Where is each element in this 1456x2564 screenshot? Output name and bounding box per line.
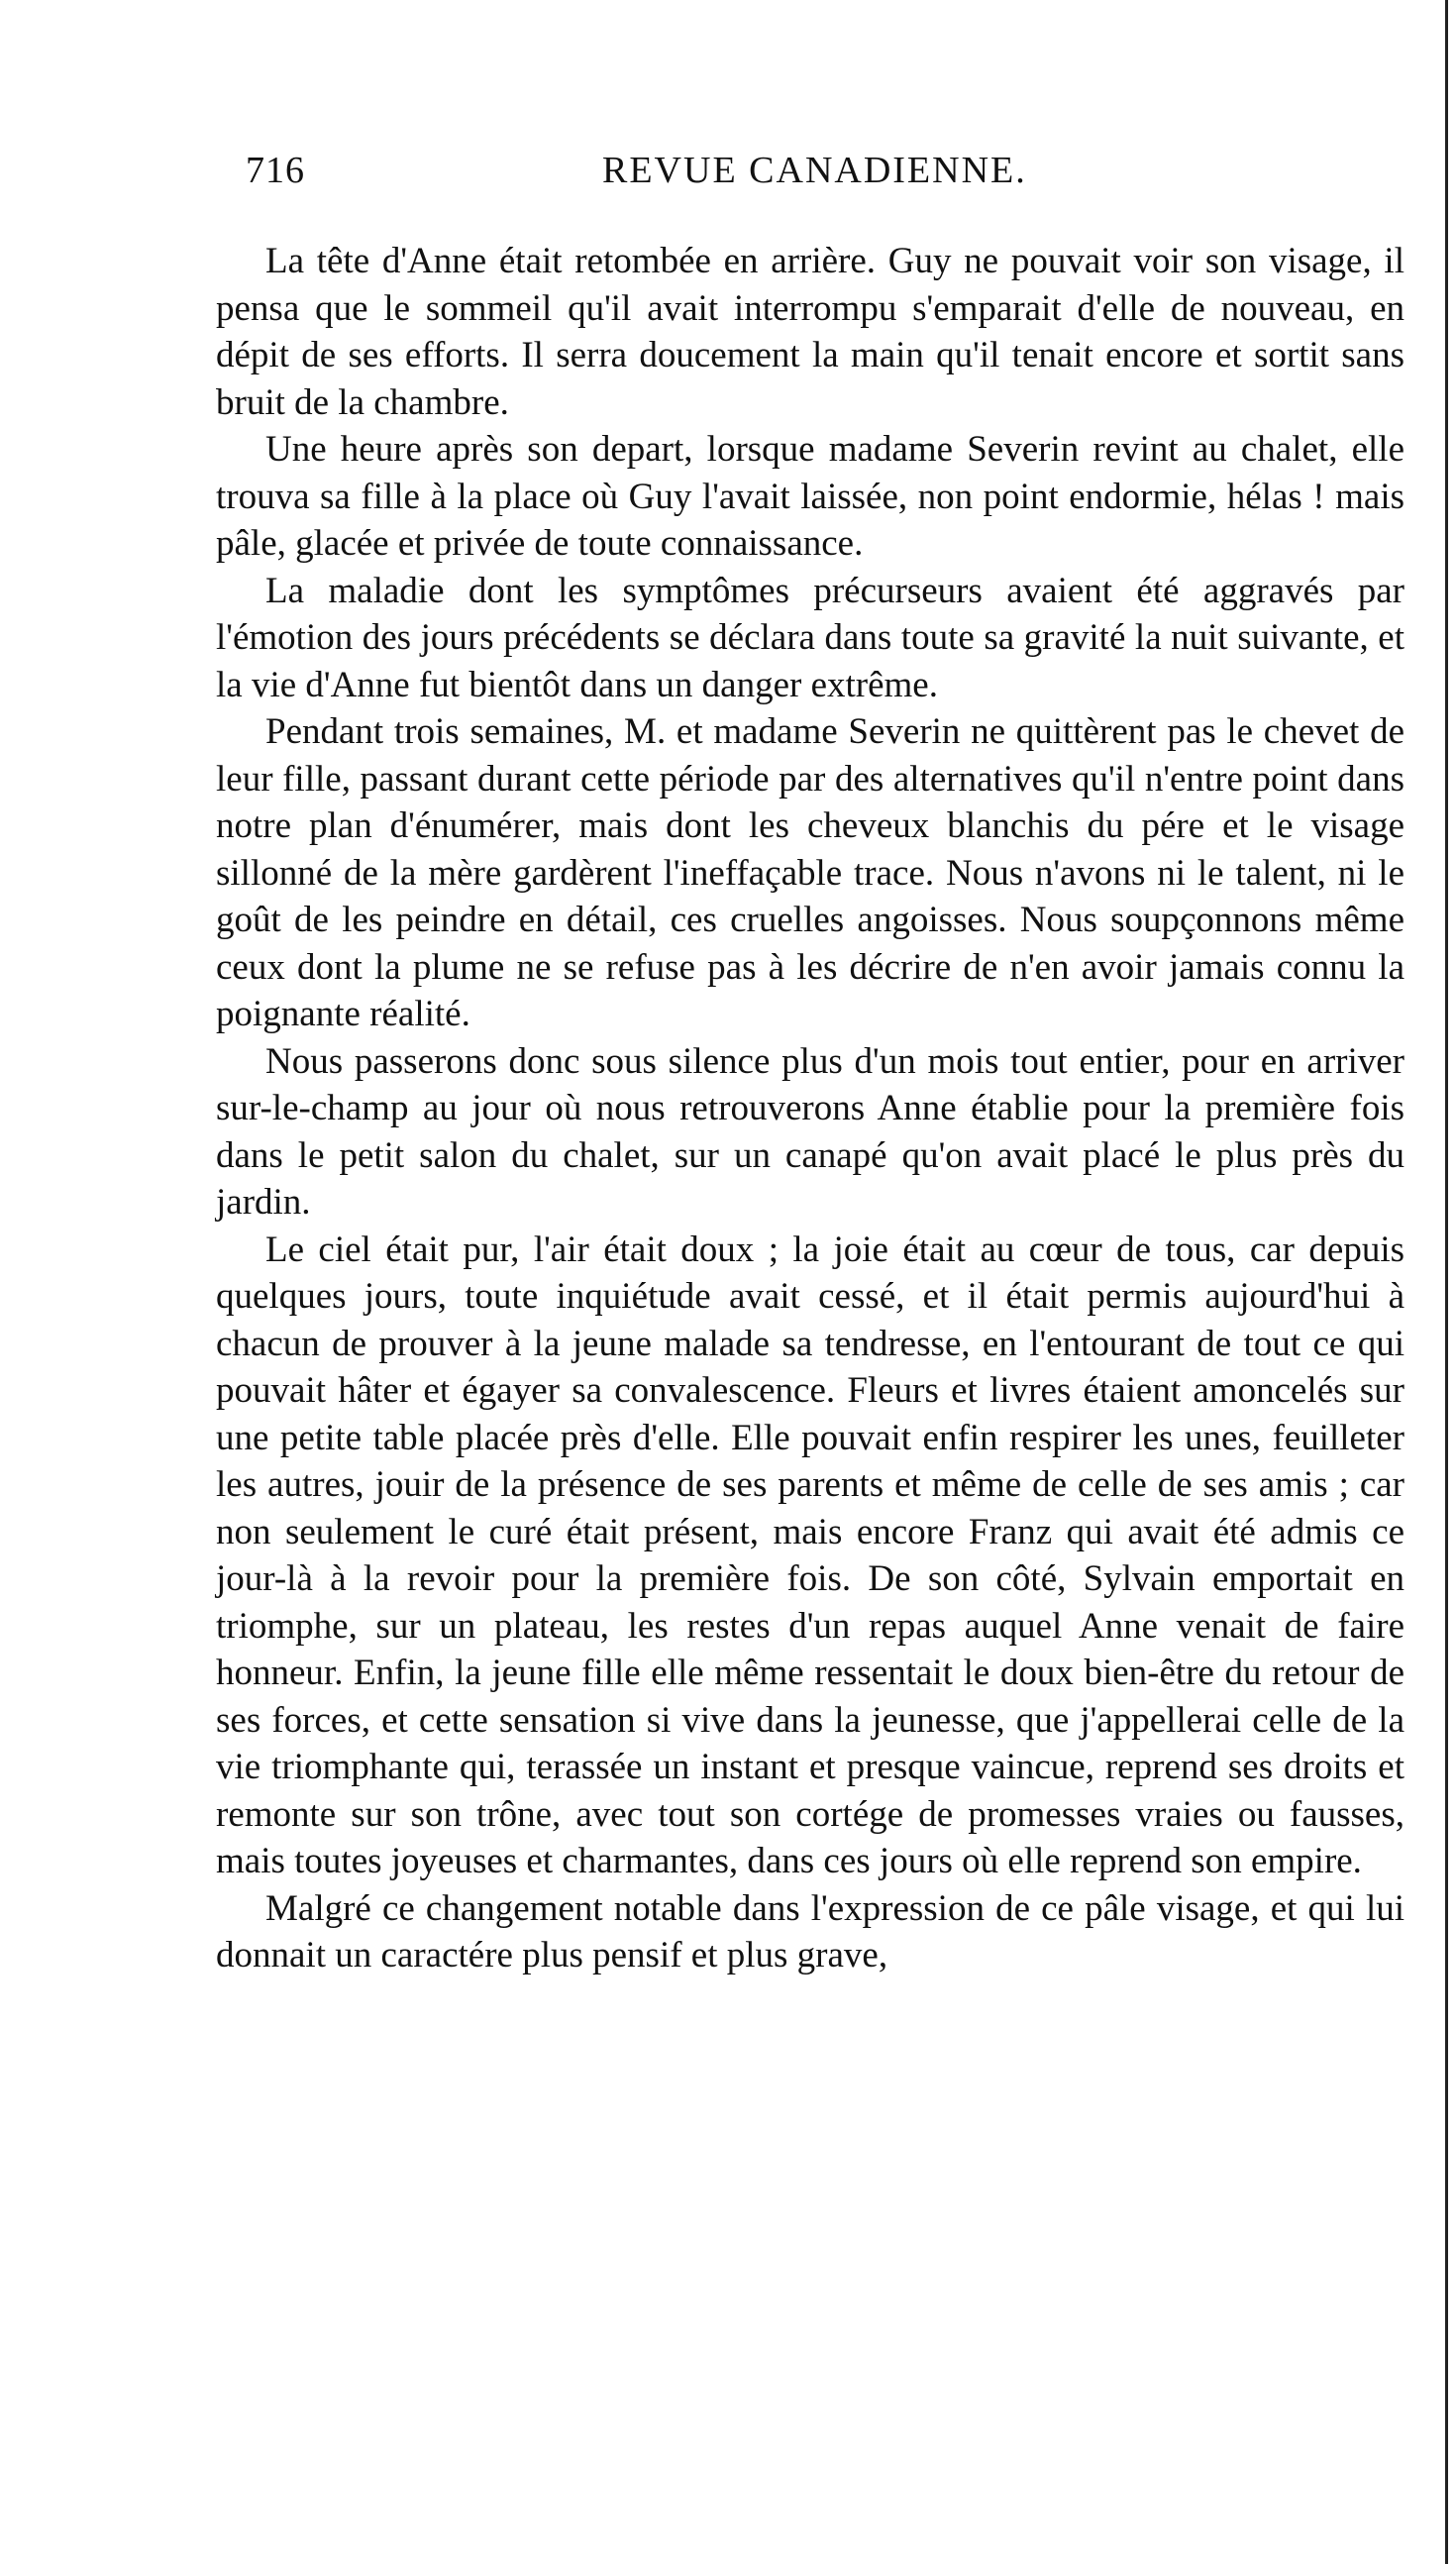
paragraph-7: Malgré ce changement notable dans l'expression de ce pâle visage, et qui lui donnait un caractére plus pensif et plus grave, bbox=[216, 1887, 1404, 1976]
page-number: 716 bbox=[246, 150, 305, 191]
book-page bbox=[216, 149, 1404, 2427]
paragraph-5: Nous passerons donc sous silence plus d'un mois tout entier, pour en arriver sur-le-champ au jour où nous retrouverons Anne établie pour la première fois dans le petit salon du chalet, sur un canapé qu'on avait placé le plus près du jardin. bbox=[216, 1040, 1404, 1223]
body-text bbox=[216, 238, 1404, 1979]
page-edge-rule bbox=[1445, 0, 1448, 2564]
paragraph-6: Le ciel était pur, l'air était doux ; la joie était au cœur de tous, car depuis quelques jours, toute inquiétude avait cessé, et il était permis aujourd'hui à chacun de prouver à la jeune malade sa tendresse, en l'entourant de tout ce qui pouvait hâter et égayer sa convalescence. Fleurs et livres étaient amoncelés sur une petite table placée près d'elle. Elle pouvait enfin respirer les unes, feuilleter les autres, jouir de la présence de ses parents et même de celle de ses amis ; car non seulement le curé était présent, mais encore Franz qui avait été admis ce jour-là à la revoir pour la première fois. De son côté, Sylvain emportait en triomphe, sur un plateau, les restes d'un repas auquel Anne venait de faire honneur. Enfin, la jeune fille elle même ressentait le doux bien-être du retour de ses forces, et cette sensation si vive dans la jeunesse, que j'appellerai celle de la vie triomphante qui, terassée un instant et presque vaincue, reprend ses droits et remonte sur son trône, avec tout son cortége de promesses vraies ou fausses, mais toutes joyeuses et charmantes, dans ces jours où elle reprend son empire. bbox=[216, 1229, 1404, 1881]
paragraph-2: Une heure après son depart, lorsque madame Severin revint au chalet, elle trouva sa fille à la place où Guy l'avait laissée, non point endormie, hélas ! mais pâle, glacée et privée de toute connaissance. bbox=[216, 429, 1404, 564]
running-head bbox=[216, 149, 1404, 208]
paragraph-3: La maladie dont les symptômes précurseurs avaient été aggravés par l'émotion des jours précédents se déclara dans toute sa gravité la nuit suivante, et la vie d'Anne fut bientôt dans un danger extrême. bbox=[216, 570, 1404, 705]
journal-title: REVUE CANADIENNE. bbox=[602, 150, 1027, 191]
paragraph-1: La tête d'Anne était retombée en arrière. Guy ne pouvait voir son visage, il pensa que le sommeil qu'il avait interrompu s'emparait d'elle de nouveau, en dépit de ses efforts. Il serra doucement la main qu'il tenait encore et sortit sans bruit de la chambre. bbox=[216, 241, 1404, 423]
paragraph-4: Pendant trois semaines, M. et madame Severin ne quittèrent pas le chevet de leur fille, passant durant cette période par des alternatives qu'il n'entre point dans notre plan d'énumérer, mais dont les cheveux blanchis du pére et le visage sillonné de la mère gardèrent l'ineffaçable trace. Nous n'avons ni le talent, ni le goût de les peindre en détail, ces cruelles angoisses. Nous soupçonnons même ceux dont la plume ne se refuse pas à les décrire de n'en avoir jamais connu la poignante réalité. bbox=[216, 711, 1404, 1034]
